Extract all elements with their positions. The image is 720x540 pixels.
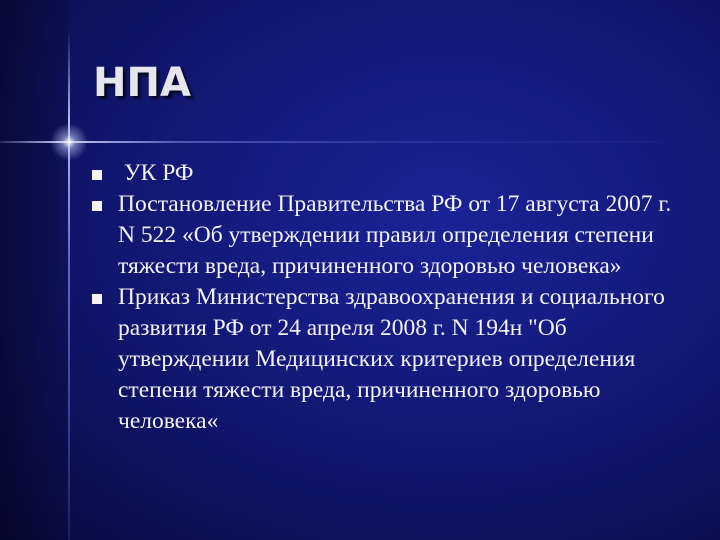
slide-title: НПА [93, 60, 191, 106]
sparkle-glow [50, 123, 88, 161]
bullet-text: Приказ Министерства здравоохранения и социального развития РФ от 24 апреля 2008 г. N 194н "Об утверждении Медицинских критериев определения степени тяжести вреда, причиненного здоровью человека« [118, 284, 665, 434]
square-bullet-icon [92, 170, 102, 180]
bullet-item [92, 158, 692, 189]
bullet-text: Постановление Правительства РФ от 17 августа 2007 г. N 522 «Об утверждении правил определения степени тяжести вреда, причиненного здоровью человека» [118, 191, 672, 279]
vertical-accent-line [68, 30, 70, 540]
left-shade-band [0, 0, 68, 540]
square-bullet-icon [92, 201, 102, 211]
bullet-item [92, 189, 692, 282]
square-bullet-icon [92, 294, 102, 304]
bullet-item [92, 282, 692, 437]
bullet-list [92, 158, 692, 437]
horizontal-accent-line [0, 141, 720, 143]
bullet-text: УК РФ [124, 160, 194, 186]
